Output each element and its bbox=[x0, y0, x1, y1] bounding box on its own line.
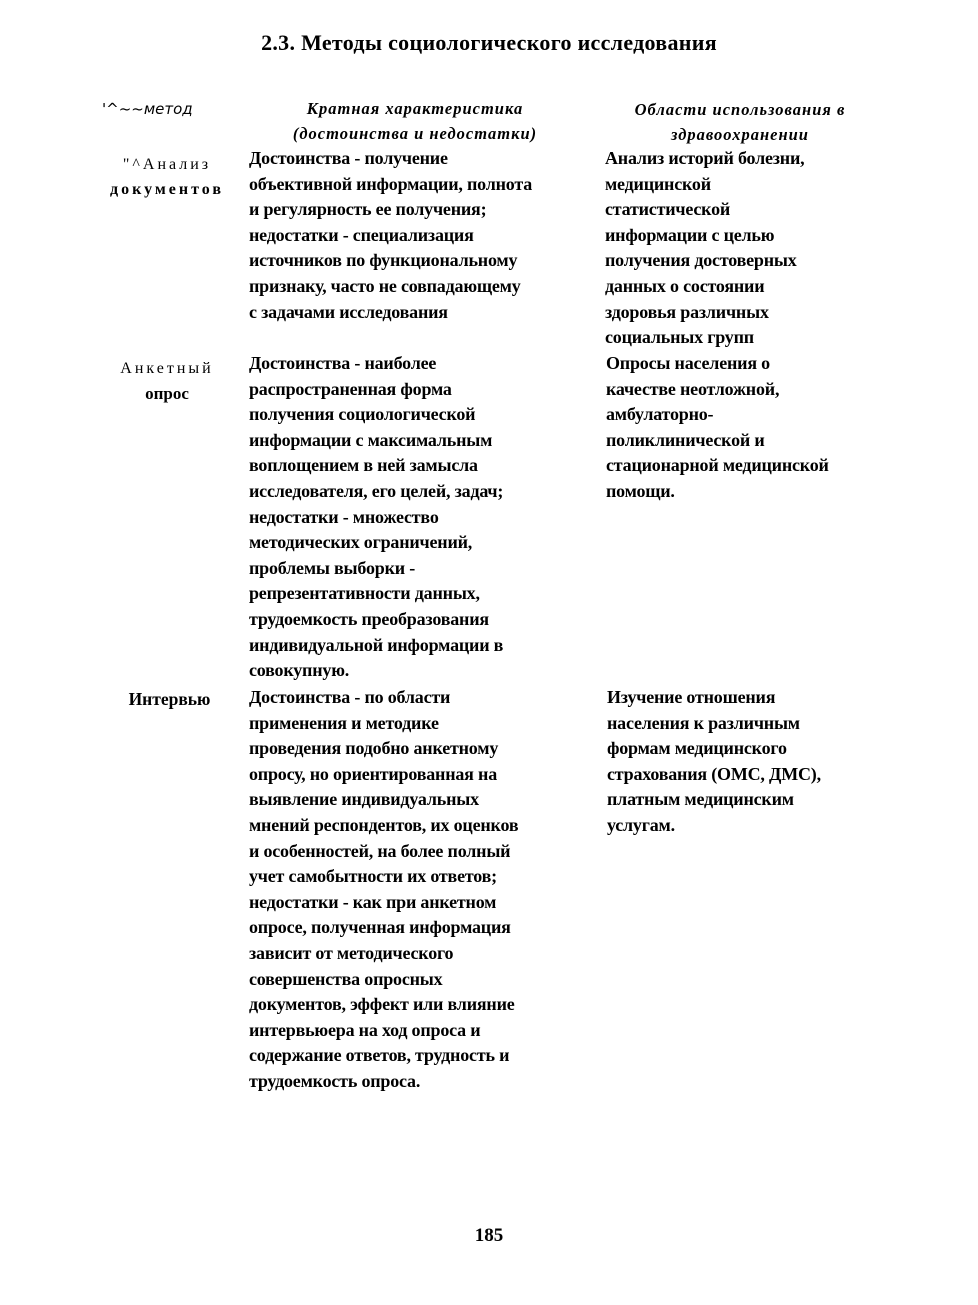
areas-line: качестве неотложной, bbox=[606, 378, 780, 399]
description-line: применения и методике bbox=[249, 712, 439, 733]
description-line: трудоемкость опроса. bbox=[249, 1070, 421, 1091]
areas-line: информации с целью bbox=[605, 224, 775, 245]
areas-line: Изучение отношения bbox=[607, 687, 776, 707]
page-number: 185 bbox=[474, 1225, 504, 1246]
areas-line: стационарной медицинской bbox=[606, 455, 829, 476]
areas-cell bbox=[607, 685, 821, 839]
description-line: содержание ответов, трудность и bbox=[249, 1045, 510, 1066]
description-line: совокупную. bbox=[249, 660, 350, 681]
description-line: Достоинства - по области bbox=[249, 687, 451, 707]
description-line: Достоинства - получение bbox=[249, 148, 448, 168]
areas-line: Опросы населения о bbox=[606, 353, 770, 373]
areas-line: данных о состоянии bbox=[605, 275, 765, 296]
description-line: с задачами исследования bbox=[249, 301, 448, 322]
description-line: получения социологической bbox=[249, 404, 476, 425]
description-line: учет самобытности их ответов; bbox=[249, 866, 497, 887]
header-method: '^~~метод bbox=[102, 100, 193, 118]
areas-line: страхования (ОМС, ДМС), bbox=[607, 763, 821, 784]
description-line: совершенства опросных bbox=[249, 968, 443, 989]
description-line: мнений респондентов, их оценков bbox=[249, 814, 519, 835]
description-line: проведения подобно анкетному bbox=[249, 738, 499, 759]
description-cell bbox=[249, 146, 532, 325]
description-line: недостатки - множество bbox=[249, 506, 439, 527]
description-line: информации с максимальным bbox=[249, 429, 493, 450]
header-areas-line: здравоохранении bbox=[671, 125, 809, 144]
areas-line: медицинской bbox=[605, 173, 711, 194]
method-name-line: Интервью bbox=[128, 689, 211, 709]
areas-line: поликлинической и bbox=[606, 429, 765, 450]
method-name-line: "^Анализ bbox=[122, 156, 212, 173]
areas-line: платным медицинским bbox=[607, 789, 794, 810]
method-cell bbox=[92, 687, 247, 712]
description-line: недостатки - специализация bbox=[249, 224, 474, 245]
description-line: интервьюера на ход опроса и bbox=[249, 1019, 481, 1040]
header-characteristic bbox=[250, 96, 580, 146]
description-line: репрезентативности данных, bbox=[249, 583, 480, 604]
areas-line: амбулаторно- bbox=[606, 404, 714, 425]
areas-line: получения достоверных bbox=[605, 250, 797, 271]
description-line: и особенностей, на более полный bbox=[249, 840, 511, 861]
description-line: индивидуальной информации в bbox=[249, 634, 504, 655]
description-cell bbox=[249, 685, 518, 1095]
areas-line: формам медицинского bbox=[607, 738, 787, 759]
description-line: источников по функциональному bbox=[249, 250, 518, 271]
method-name-line: опрос bbox=[145, 384, 189, 403]
description-line: признаку, часто не совпадающему bbox=[249, 275, 521, 296]
description-line: исследователя, его целей, задач; bbox=[249, 480, 504, 501]
areas-cell bbox=[605, 146, 804, 351]
description-line: Достоинства - наиболее bbox=[249, 353, 437, 373]
areas-cell bbox=[606, 351, 829, 505]
description-line: распространенная форма bbox=[249, 378, 452, 399]
description-line: документов, эффект или влияние bbox=[249, 994, 515, 1015]
description-line: и регулярность ее получения; bbox=[249, 199, 487, 220]
description-line: трудоемкость преобразования bbox=[249, 608, 489, 629]
description-line: недостатки - как при анкетном bbox=[249, 891, 497, 912]
description-line: опросе, полученная информация bbox=[249, 917, 511, 938]
header-areas-line: Области использования в bbox=[634, 100, 846, 119]
areas-line: помощи. bbox=[606, 480, 675, 501]
areas-line: услугам. bbox=[607, 814, 675, 835]
method-cell bbox=[92, 152, 242, 202]
description-line: зависит от методического bbox=[249, 942, 454, 963]
header-areas bbox=[600, 97, 880, 147]
areas-line: социальных групп bbox=[605, 327, 754, 348]
areas-line: населения к различным bbox=[607, 712, 800, 733]
description-line: опросу, но ориентированная на bbox=[249, 763, 497, 784]
description-line: объективной информации, полнота bbox=[249, 173, 532, 194]
method-cell bbox=[92, 356, 242, 406]
areas-line: здоровья различных bbox=[605, 301, 769, 322]
description-line: проблемы выборки - bbox=[249, 557, 416, 578]
description-line: воплощением в ней замысла bbox=[249, 455, 478, 476]
areas-line: Анализ историй болезни, bbox=[605, 148, 805, 168]
areas-line: статистической bbox=[605, 199, 731, 220]
page-title: 2.3. Методы социологического исследования bbox=[261, 30, 717, 55]
description-line: методических ограничений, bbox=[249, 532, 473, 553]
description-cell bbox=[249, 351, 503, 684]
header-characteristic-line: Кратная характеристика bbox=[306, 99, 524, 118]
method-name-line: Анкетный bbox=[120, 360, 214, 377]
method-name-line: документов bbox=[110, 181, 224, 198]
description-line: выявление индивидуальных bbox=[249, 789, 479, 810]
header-characteristic-line: (достоинства и недостатки) bbox=[292, 124, 538, 143]
